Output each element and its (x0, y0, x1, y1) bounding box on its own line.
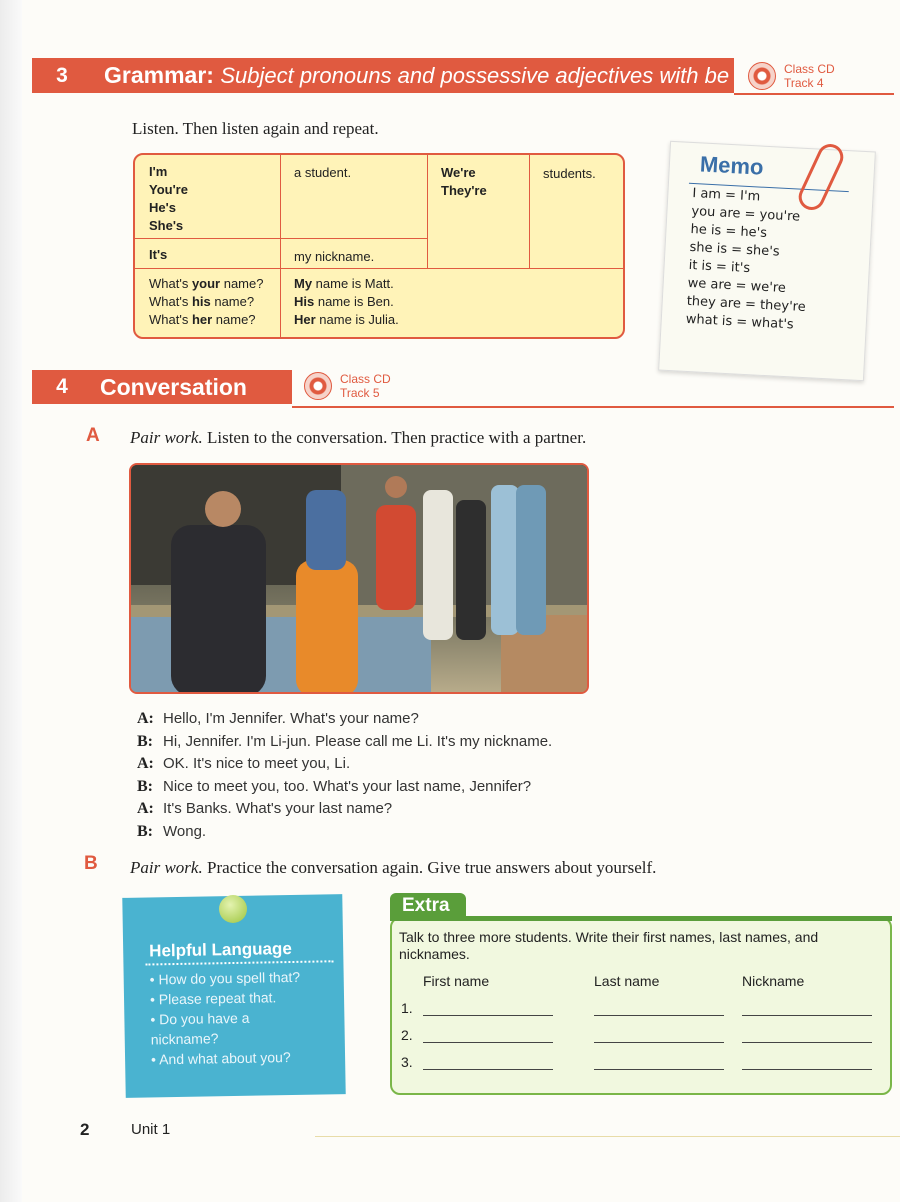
part-b-letter: B (84, 853, 98, 874)
party-photo (129, 463, 589, 694)
title-italic: Subject pronouns and possessive adjectives with be (220, 63, 730, 88)
extra-bar (466, 916, 892, 921)
cd-track-5[interactable] (304, 372, 391, 400)
grammar-table (133, 153, 625, 339)
singular-complement: a student. (294, 165, 352, 180)
conversation (137, 708, 552, 843)
cd-label: Class CD (784, 62, 835, 76)
cd-icon (748, 62, 776, 90)
conversation-line: A: OK. It's nice to meet you, Li. (137, 755, 351, 772)
helpful-language-list: • How do you spell that? • Please repeat that. • Do you have a nickname? • And what about you? (149, 968, 301, 1068)
row-number: 3. (401, 1054, 413, 1070)
page-number: 2 (80, 1120, 90, 1139)
section-title: Conversation (100, 373, 247, 400)
its-complement: my nickname. (294, 249, 375, 264)
conversation-line: B: Nice to meet you, too. What's your last name, Jennifer? (137, 777, 532, 795)
unit-label: Unit 1 (131, 1121, 171, 1138)
section-3-instruction: Listen. Then listen again and repeat. (132, 119, 379, 138)
blank-first-name-2[interactable] (423, 1042, 553, 1043)
row-number: 1. (401, 1000, 413, 1016)
part-a-letter: A (86, 425, 100, 446)
blank-last-name-2[interactable] (594, 1042, 724, 1043)
answers: My name is Matt. His name is Ben. Her name is Julia. (294, 276, 399, 327)
pushpin-icon (219, 895, 247, 923)
section-number: 3 (56, 63, 68, 87)
memo-title: Memo (699, 151, 765, 180)
cd-track: Track 5 (340, 386, 380, 400)
conversation-line: A: Hello, I'm Jennifer. What's your name? (137, 710, 419, 727)
row-number: 2. (401, 1027, 413, 1043)
cd-icon (304, 372, 332, 400)
section-4-header (32, 370, 292, 404)
cd-label: Class CD (340, 372, 391, 386)
helpful-language-card (122, 894, 345, 1098)
part-b-instruction: Pair work. Practice the conversation again. Give true answers about yourself. (130, 858, 657, 877)
questions: What's your name? What's his name? What's her name? (149, 276, 264, 327)
photo-illustration (131, 465, 589, 694)
conversation-line: A: It's Banks. What's your last name? (137, 800, 393, 817)
column-first-name: First name (423, 973, 490, 989)
footer-rule (315, 1136, 900, 1137)
its-pronoun: It's (149, 247, 168, 262)
column-nickname: Nickname (742, 973, 805, 989)
memo-note (658, 141, 876, 381)
title-bold: Grammar: (104, 62, 214, 88)
plural-complement: students. (543, 166, 596, 181)
pronouns-plural: We're They're (441, 165, 487, 198)
conversation-line: B: Hi, Jennifer. I'm Li-jun. Please call me Li. It's my nickname. (137, 732, 553, 750)
blank-nickname-1[interactable] (742, 1015, 872, 1016)
cd-track: Track 4 (784, 76, 824, 90)
extra-tab: Extra (390, 893, 466, 921)
section-3-header (32, 58, 734, 93)
blank-first-name-1[interactable] (423, 1015, 553, 1016)
blank-nickname-3[interactable] (742, 1069, 872, 1070)
conversation-line: B: Wong. (137, 822, 207, 840)
section-4-rule (292, 406, 894, 408)
section-3-rule (734, 93, 894, 95)
blank-last-name-1[interactable] (594, 1015, 724, 1016)
blank-last-name-3[interactable] (594, 1069, 724, 1070)
blank-first-name-3[interactable] (423, 1069, 553, 1070)
blank-nickname-2[interactable] (742, 1042, 872, 1043)
pronouns-singular: I'm You're He's She's (149, 164, 188, 233)
column-last-name: Last name (594, 973, 660, 989)
extra-instruction: Talk to three more students. Write their first names, last names, and nicknames. (399, 929, 819, 962)
section-number: 4 (56, 375, 68, 398)
part-a-instruction: Pair work. Listen to the conversation. Then practice with a partner. (130, 428, 587, 447)
section-title (104, 62, 729, 89)
helpful-language-title: Helpful Language (149, 938, 292, 961)
cd-track-4[interactable] (748, 62, 835, 90)
memo-list: I am = I'm you are = you're he is = he's she is = she's it is = it's we are = we're they are = they're what is = what's (685, 186, 807, 333)
page-edge (0, 0, 22, 1202)
